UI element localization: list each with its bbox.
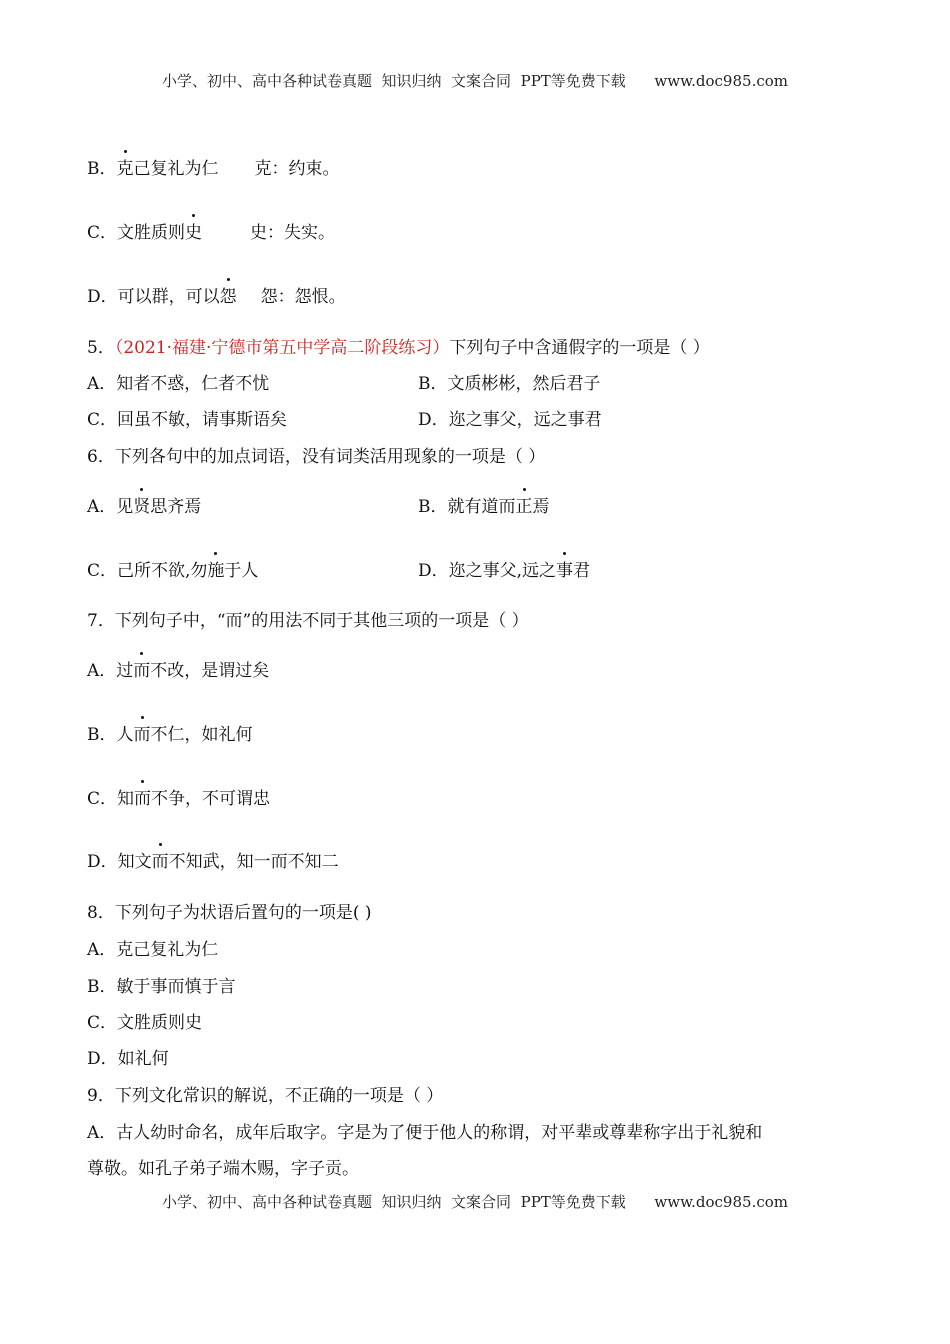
q5-source: （2021·福建·宁德市第五中学高二阶段练习） — [114, 338, 450, 358]
emphasis-dot-char: 贤 — [133, 497, 151, 517]
emphasis-dot-char: 史 — [185, 223, 203, 243]
q7-option-b: B．人而不仁，如礼何 — [87, 725, 253, 745]
emphasis-dot-char: 正 — [515, 497, 533, 517]
q6-option-d: D．迩之事父,远之事君 — [418, 561, 591, 581]
emphasis-dot-char: 而 — [151, 852, 169, 872]
emphasis-dot-char: 克 — [116, 159, 134, 179]
q5-option-b: B．文质彬彬，然后君子 — [418, 374, 601, 394]
q8-stem: 8．下列句子为状语后置句的一项是( ) — [87, 903, 372, 923]
emphasis-dot-char: 而 — [134, 789, 152, 809]
q6-stem: 6．下列各句中的加点词语，没有词类活用现象的一项是（ ） — [87, 447, 546, 467]
q4-option-c: C．文胜质则史 史：失实。 — [87, 223, 336, 243]
q5-option-d: D．迩之事父，远之事君 — [418, 410, 602, 430]
q9-stem: 9．下列文化常识的解说，不正确的一项是（ ） — [87, 1086, 444, 1106]
q7-option-a: A．过而不改，是谓过矣 — [87, 661, 270, 681]
emphasis-dot-char: 而 — [133, 661, 151, 681]
q4-b-gloss: 克：约束。 — [254, 159, 340, 179]
q9-option-a-line2: 尊敬。如孔子弟子端木赐，字子贡。 — [87, 1159, 359, 1179]
emphasis-dot-char: 事 — [556, 561, 574, 581]
q7-option-d: D．知文而不知武，知一而不知二 — [87, 852, 339, 872]
q6-option-b: B．就有道而正焉 — [418, 497, 550, 517]
emphasis-dot-char: 怨 — [219, 287, 237, 307]
q9-option-a-line1: A．古人幼时命名，成年后取字。字是为了便于他人的称谓，对平辈或尊辈称字出于礼貌和 — [87, 1123, 763, 1143]
q8-option-b: B．敏于事而慎于言 — [87, 977, 236, 997]
q5-option-a: A．知者不惑，仁者不忧 — [87, 374, 270, 394]
q4-d-gloss: 怨：怨恨。 — [260, 287, 346, 307]
q5-option-c: C．回虽不敏，请事斯语矣 — [87, 410, 288, 430]
q7-stem: 7．下列句子中，“而”的用法不同于其他三项的一项是（ ） — [87, 611, 529, 631]
q4-c-gloss: 史：失实。 — [250, 223, 336, 243]
page-footer: 小学、初中、高中各种试卷真题 知识归纳 文案合同 PPT等免费下载 www.doc985.com — [161, 1193, 788, 1211]
q8-option-d: D．如礼何 — [87, 1049, 169, 1069]
page-header: 小学、初中、高中各种试卷真题 知识归纳 文案合同 PPT等免费下载 www.doc985.com — [161, 72, 788, 90]
q7-option-c: C．知而不争，不可谓忠 — [87, 789, 271, 809]
q6-option-a: A．见贤思齐焉 — [87, 497, 202, 517]
q8-option-a: A．克己复礼为仁 — [87, 940, 219, 960]
emphasis-dot-char: 而 — [133, 725, 151, 745]
q4-option-d: D．可以群，可以怨 怨：怨恨。 — [87, 287, 346, 307]
q4-option-b: B．克己复礼为仁 克：约束。 — [87, 159, 340, 179]
q8-option-c: C．文胜质则史 — [87, 1013, 203, 1033]
q5-stem: 5．（2021·福建·宁德市第五中学高二阶段练习）下列句子中含通假字的一项是（ ） — [87, 338, 710, 358]
emphasis-dot-char: 施 — [207, 561, 225, 581]
q6-option-c: C．己所不欲,勿施于人 — [87, 561, 259, 581]
